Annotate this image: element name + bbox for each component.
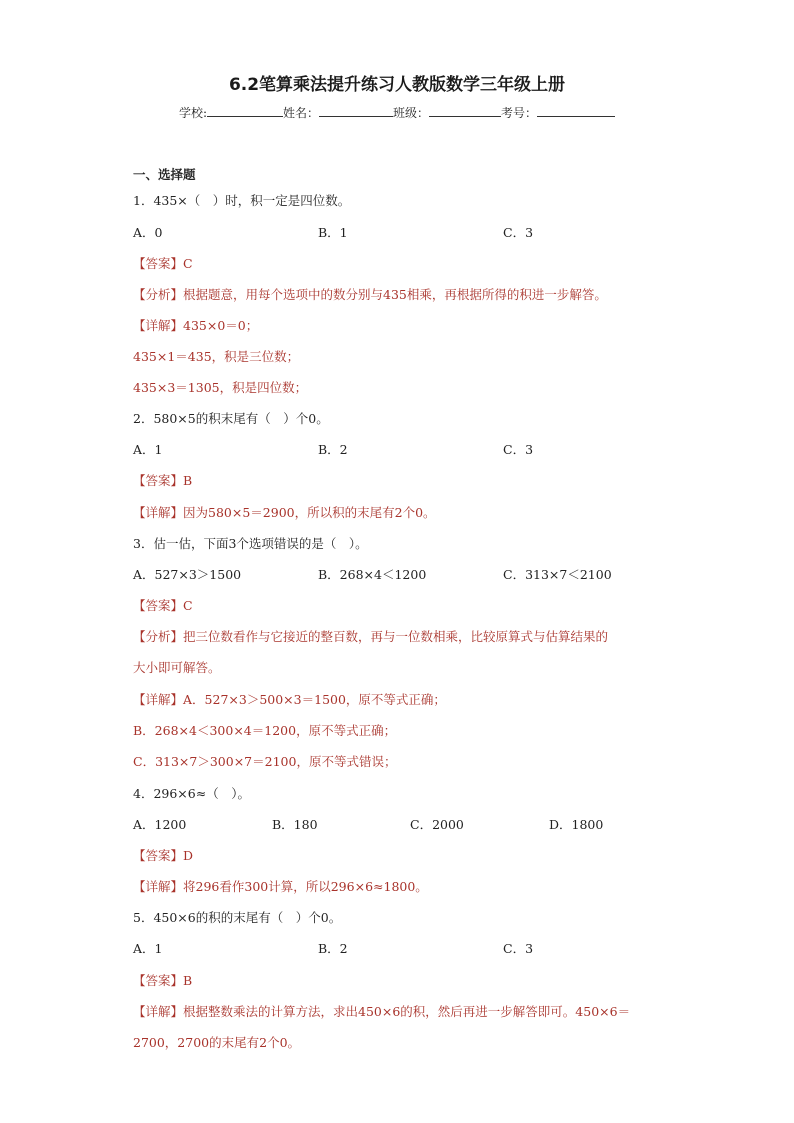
question-4-option-c: C．2000: [410, 817, 464, 832]
answer-tag: 【答案】: [133, 973, 184, 988]
page-title: 6.2笔算乘法提升练习人教版数学三年级上册: [228, 75, 566, 95]
question-3-analysis-line-2: 大小即可解答。: [133, 660, 221, 675]
answer-value: B: [183, 973, 193, 988]
question-1-option-c: C．3: [503, 225, 534, 240]
question-5-answer: [133, 973, 192, 989]
detail-text: 因为580×5＝2900，所以积的末尾有2个0。: [183, 505, 436, 520]
answer-value: D: [183, 848, 194, 863]
detail-tag: 【详解】: [133, 318, 184, 333]
question-4-option-b: B．180: [272, 817, 318, 832]
question-2-detail: [133, 505, 436, 521]
question-1-answer: [133, 256, 193, 272]
analysis-text: 把三位数看作与它接近的整百数，再与一位数相乘，比较原算式与估算结果的: [183, 629, 609, 644]
school-label: 学校:: [178, 106, 207, 120]
number-blank[interactable]: [537, 103, 615, 117]
question-5-option-c: C．3: [503, 941, 534, 956]
question-2-option-a: A．1: [133, 442, 163, 457]
question-1-detail-line-3: 435×3＝1305，积是四位数；: [133, 380, 308, 395]
answer-tag: 【答案】: [133, 598, 184, 613]
class-label: 班级：: [393, 106, 430, 120]
question-5-option-a: A．1: [133, 941, 163, 956]
question-3-stem: 3．估一估，下面3个选项错误的是（ ）。: [133, 536, 368, 551]
question-1-detail-line-2: 435×1＝435，积是三位数；: [133, 349, 300, 364]
question-3-detail-line-2: B．268×4＜300×4＝1200，原不等式正确；: [133, 723, 397, 738]
question-3-analysis: [133, 629, 608, 645]
detail-tag: 【详解】: [133, 1004, 184, 1019]
analysis-text: 根据题意，用每个选项中的数分别与435相乘，再根据所得的积进一步解答。: [183, 287, 607, 302]
question-4-option-a: A．1200: [133, 817, 187, 832]
question-5-option-b: B．2: [318, 941, 348, 956]
name-label: 姓名：: [283, 106, 320, 120]
name-blank[interactable]: [319, 103, 393, 117]
question-4-option-d: D．1800: [549, 817, 604, 832]
detail-text: 将296看作300计算，所以296×6≈1800。: [183, 879, 428, 894]
question-5-detail-line-2: 2700，2700的末尾有2个0。: [133, 1035, 301, 1050]
question-1-stem: 1．435×（ ）时，积一定是四位数。: [133, 193, 351, 208]
number-label: 考号：: [501, 106, 538, 120]
answer-value: C: [183, 598, 193, 613]
question-3-option-b: B．268×4＜1200: [318, 567, 427, 582]
answer-value: B: [183, 473, 193, 488]
question-4-answer: [133, 848, 193, 864]
question-4-detail: [133, 879, 428, 895]
question-4-stem: 4．296×6≈（ ）。: [133, 786, 250, 801]
question-5-stem: 5．450×6的积的末尾有（ ）个0。: [133, 910, 342, 925]
detail-tag: 【详解】: [133, 879, 184, 894]
analysis-tag: 【分析】: [133, 629, 184, 644]
question-2-option-c: C．3: [503, 442, 534, 457]
question-1-analysis: [133, 287, 607, 303]
question-3-option-a: A．527×3＞1500: [133, 567, 242, 582]
question-1-option-a: A．0: [133, 225, 163, 240]
question-3-detail-line-3: C．313×7＞300×7＝2100，原不等式错误；: [133, 754, 397, 769]
detail-text: 435×0＝0；: [183, 318, 259, 333]
question-1-detail: [133, 318, 258, 334]
class-blank[interactable]: [429, 103, 501, 117]
question-3-detail: [133, 692, 446, 708]
detail-text: 根据整数乘法的计算方法，求出450×6的积，然后再进一步解答即可。450×6＝: [183, 1004, 631, 1019]
question-3-answer: [133, 598, 193, 614]
question-2-answer: [133, 473, 192, 489]
detail-tag: 【详解】: [133, 505, 184, 520]
detail-tag: 【详解】: [133, 692, 184, 707]
question-1-option-b: B．1: [318, 225, 348, 240]
answer-tag: 【答案】: [133, 256, 184, 271]
analysis-tag: 【分析】: [133, 287, 184, 302]
question-3-option-c: C．313×7＜2100: [503, 567, 612, 582]
answer-value: C: [183, 256, 193, 271]
section-heading: 一、选择题: [133, 167, 196, 182]
question-2-stem: 2．580×5的积末尾有（ ）个0。: [133, 411, 329, 426]
student-info-row: [0, 103, 794, 121]
question-2-option-b: B．2: [318, 442, 348, 457]
question-5-detail: [133, 1004, 630, 1020]
detail-text: A．527×3＞500×3＝1500，原不等式正确；: [183, 692, 446, 707]
school-blank[interactable]: [207, 103, 283, 117]
answer-tag: 【答案】: [133, 473, 184, 488]
answer-tag: 【答案】: [133, 848, 184, 863]
